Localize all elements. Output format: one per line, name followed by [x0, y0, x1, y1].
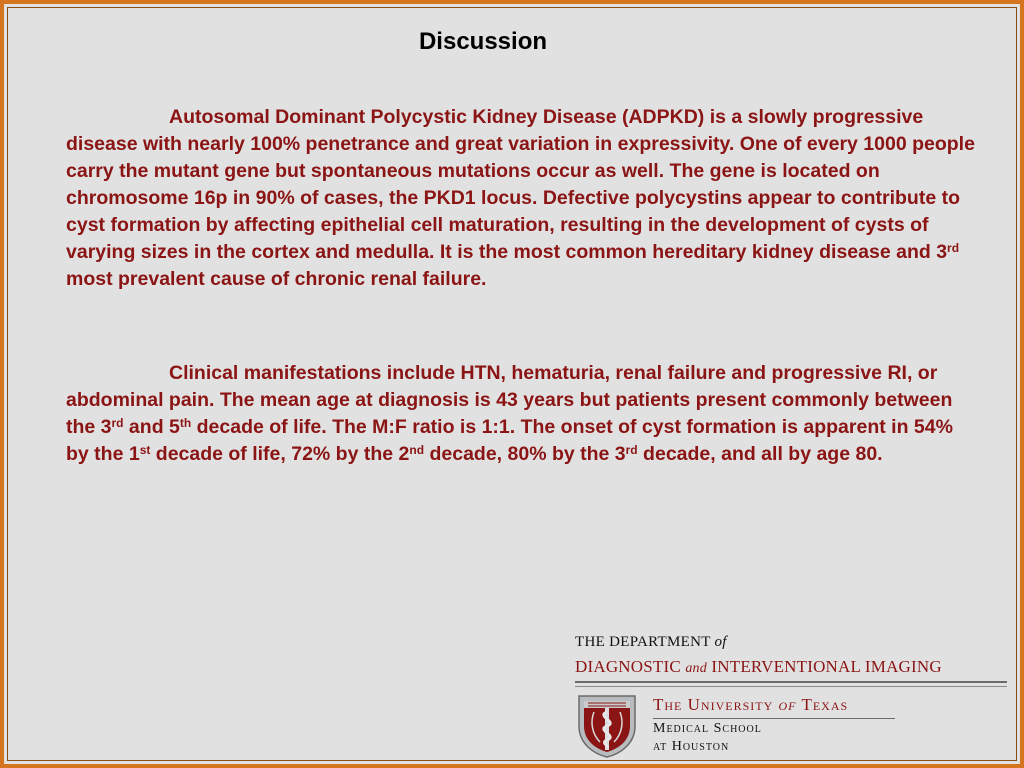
department-of: of: [714, 634, 727, 650]
paragraph2-sup-d: nd: [409, 443, 425, 457]
university-of: of: [778, 695, 797, 714]
houston-line: at Houston: [653, 739, 730, 754]
university-name-a: The University: [653, 695, 774, 714]
ut-seal-icon: [576, 692, 638, 758]
paragraph2-sup-a: rd: [111, 416, 124, 430]
paragraph2-text-d: decade of life, 72% by the 2: [150, 443, 410, 465]
department-name: [575, 657, 942, 677]
logo-divider-thin: [575, 686, 1007, 687]
department-and: and: [685, 661, 707, 676]
paragraph1-text-a: Autosomal Dominant Polycystic Kidney Disease (ADPKD) is a slowly progressive disease with nearly 100% penetrance and great variation in expressivity. One of every 1000 people carry the mutant gene but spontaneous mutations occur as well. The gene is located on chromosome 16p in 90% of cases, the PKD1 locus. Defective polycystins appear to contribute to cyst formation by affecting epithelial cell maturation, resulting in the development of cysts of varying sizes in the cortex and medulla. It is the most common hereditary kidney disease and 3: [66, 106, 975, 263]
department-name-a: DIAGNOSTIC: [575, 657, 681, 676]
paragraph2-text-c: decade of life. The M:F ratio is 1:1. The onset of cyst formation is apparent in 54% by the 1: [66, 416, 953, 465]
university-divider: [653, 718, 895, 719]
paragraph-clinical-manifestations: [66, 360, 976, 468]
paragraph1-sup-a: rd: [947, 241, 960, 255]
paragraph2-text-f: decade, and all by age 80.: [637, 443, 883, 465]
paragraph2-sup-b: th: [179, 416, 192, 430]
paragraph2-text-a: Clinical manifestations include HTN, hematuria, renal failure and progressive RI, or abdominal pain. The mean age at diagnosis is 43 years but patients present commonly between the 3: [66, 362, 953, 438]
department-prefix: THE DEPARTMENT: [575, 634, 711, 650]
paragraph1-text-b: most prevalent cause of chronic renal failure.: [66, 268, 487, 290]
paragraph2-text-e: decade, 80% by the 3: [424, 443, 626, 465]
paragraph2-sup-e: rd: [625, 443, 638, 457]
slide-title: Discussion: [418, 28, 548, 55]
department-logo-block: [575, 632, 1009, 760]
paragraph2-sup-c: st: [139, 443, 151, 457]
university-name-b: Texas: [801, 695, 849, 714]
logo-divider-thick: [575, 681, 1007, 683]
paragraph-adpkd-overview: [66, 104, 976, 293]
medical-school-line: Medical School: [653, 721, 762, 736]
university-name: [653, 695, 848, 715]
paragraph2-text-b: and 5: [123, 416, 180, 438]
department-name-b: INTERVENTIONAL IMAGING: [711, 657, 942, 676]
department-heading: [575, 634, 727, 651]
